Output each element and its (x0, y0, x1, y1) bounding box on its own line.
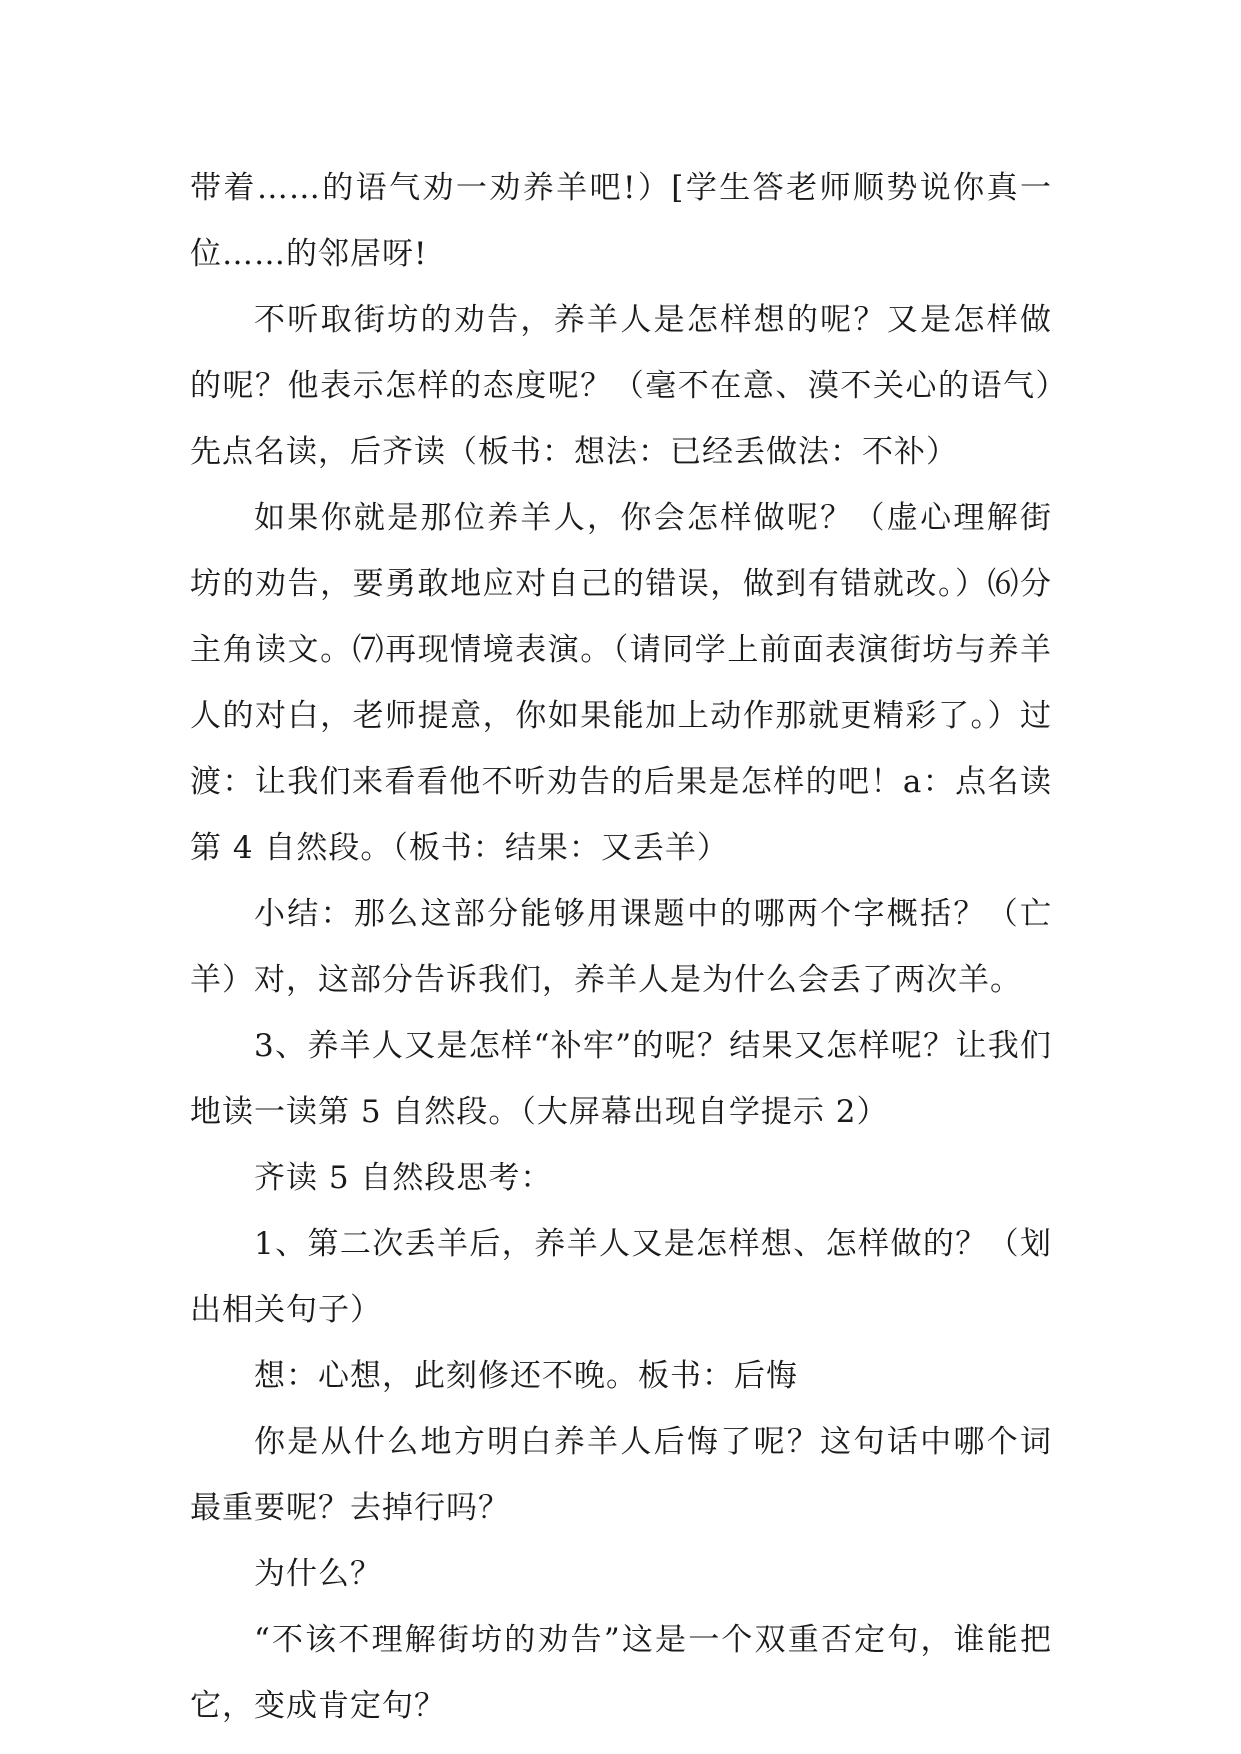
paragraph-1: 带着……的语气劝一劝养羊吧!）[学生答老师顺势说你真一位……的邻居呀! (190, 170, 1052, 272)
paragraph-2: 不听取街坊的劝告，养羊人是怎样想的呢？又是怎样做的呢？他表示怎样的态度呢？（毫不在意、漠不关心的语气）先点名读，后齐读（板书：想法：已经丢做法：不补） (190, 302, 1052, 470)
paragraph-10: 为什么？ (254, 1556, 382, 1592)
paragraph-3: 如果你就是那位养羊人，你会怎样做呢？（虚心理解街坊的劝告，要勇敢地应对自己的错误，做到有错就改。）⑹分主角读文。⑺再现情境表演。（请同学上前面表演街坊与养羊人的对白，老师提意，你如果能加上动作那就更精彩了。）过渡：让我们来看看他不听劝告的后果是怎样的吧！a：点名读第 4 自然段。（板书：结果：又丢羊） (190, 500, 1052, 866)
paragraph-6: 齐读 5 自然段思考： (254, 1160, 553, 1196)
paragraph-8: 想：心想，此刻修还不晚。板书：后悔 (254, 1358, 798, 1394)
paragraph-5: 3、养羊人又是怎样“补牢”的呢？结果又怎样呢？让我们地读一读第 5 自然段。（大屏幕出现自学提示 2） (190, 1028, 1052, 1130)
paragraph-4: 小结：那么这部分能够用课题中的哪两个字概括？（亡羊）对，这部分告诉我们，养羊人是为什么会丢了两次羊。 (190, 896, 1052, 998)
paragraph-7: 1、第二次丢羊后，养羊人又是怎样想、怎样做的？（划出相关句子） (190, 1226, 1052, 1328)
paragraph-9: 你是从什么地方明白养羊人后悔了呢？这句话中哪个词最重要呢？去掉行吗？ (190, 1424, 1052, 1526)
document-body (190, 155, 1052, 1739)
paragraph-11: “不该不理解街坊的劝告”这是一个双重否定句，谁能把它，变成肯定句？ (190, 1622, 1052, 1724)
